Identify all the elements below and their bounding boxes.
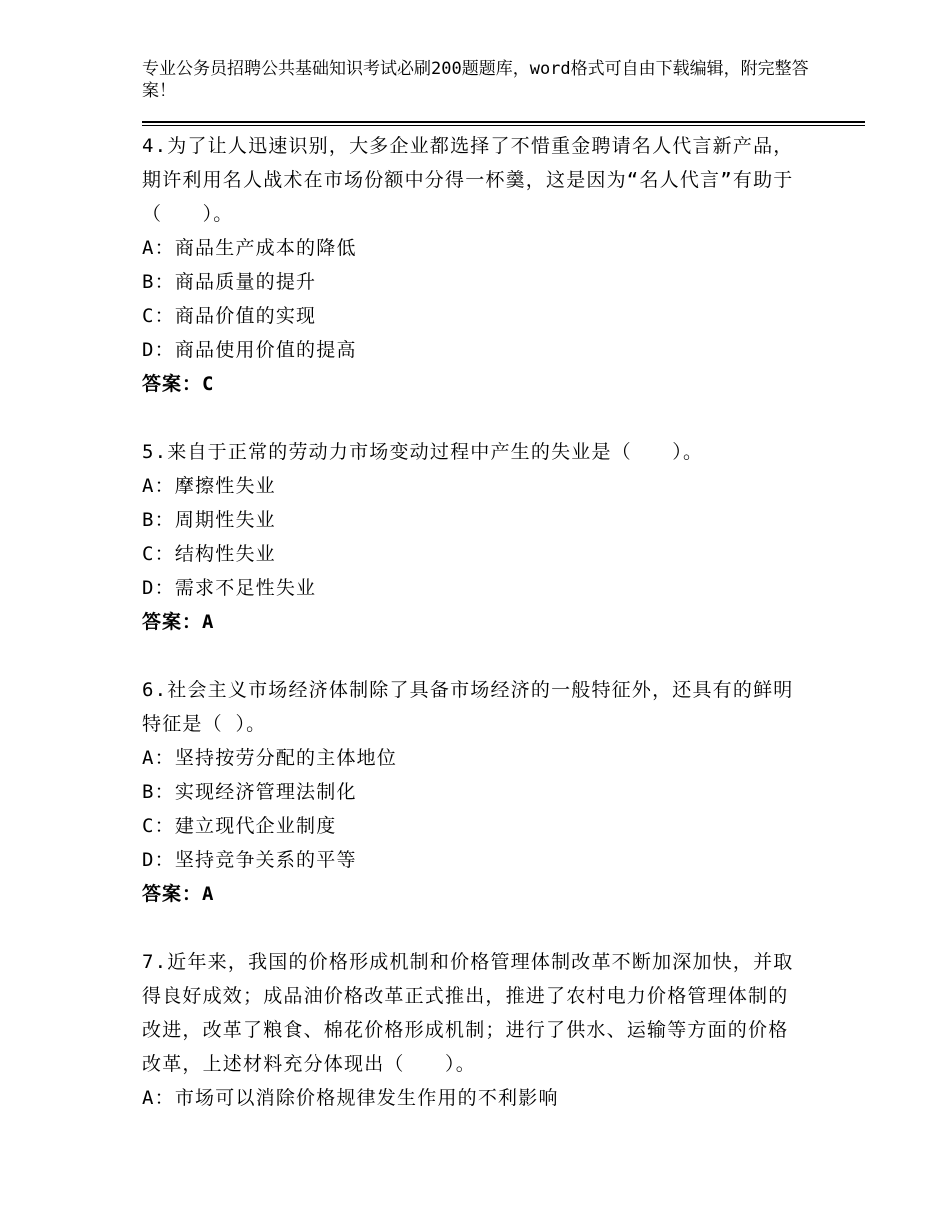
option-b: B：商品质量的提升 [142,271,317,293]
question-stem: 5.来自于正常的劳动力市场变动过程中产生的失业是（ ）。 [142,441,704,463]
question-7 [142,945,802,1115]
question-list [142,129,802,1115]
option-a: A：市场可以消除价格规律发生作用的不利影响 [142,1087,559,1109]
option-c: C：建立现代企业制度 [142,815,337,837]
header-divider-thick [142,121,865,123]
option-d: D：需求不足性失业 [142,577,317,599]
answer-label: 答案：A [142,611,215,633]
question-6 [142,673,802,911]
option-c: C：结构性失业 [142,543,276,565]
option-a: A：坚持按劳分配的主体地位 [142,747,398,769]
option-b: B：周期性失业 [142,509,276,531]
question-stem: 7.近年来，我国的价格形成机制和价格管理体制改革不断加深加快，并取得良好成效；成品油价格改革正式推出，推进了农村电力价格管理体制的改进，改革了粮食、棉花价格形成机制；进行了供水、运输等方面的价格改革，上述材料充分体现出（ ）。 [142,951,794,1075]
option-a: A：商品生产成本的降低 [142,237,357,259]
question-stem: 6.社会主义市场经济体制除了具备市场经济的一般特征外，还具有的鲜明特征是（ ）。 [142,679,794,735]
option-c: C：商品价值的实现 [142,305,317,327]
answer-label: 答案：C [142,373,215,395]
question-4 [142,129,802,401]
option-a: A：摩擦性失业 [142,475,276,497]
option-d: D：坚持竞争关系的平等 [142,849,357,871]
option-b: B：实现经济管理法制化 [142,781,357,803]
header-divider-thin [142,125,865,126]
answer-label: 答案：A [142,883,215,905]
option-d: D：商品使用价值的提高 [142,339,357,361]
page-header: 专业公务员招聘公共基础知识考试必刷200题题库，word格式可自由下载编辑，附完整答案！ [142,59,809,101]
question-5 [142,435,802,639]
question-stem: 4.为了让人迅速识别，大多企业都选择了不惜重金聘请名人代言新产品，期许利用名人战术在市场份额中分得一杯羹，这是因为“名人代言”有助于（ ）。 [142,135,794,225]
